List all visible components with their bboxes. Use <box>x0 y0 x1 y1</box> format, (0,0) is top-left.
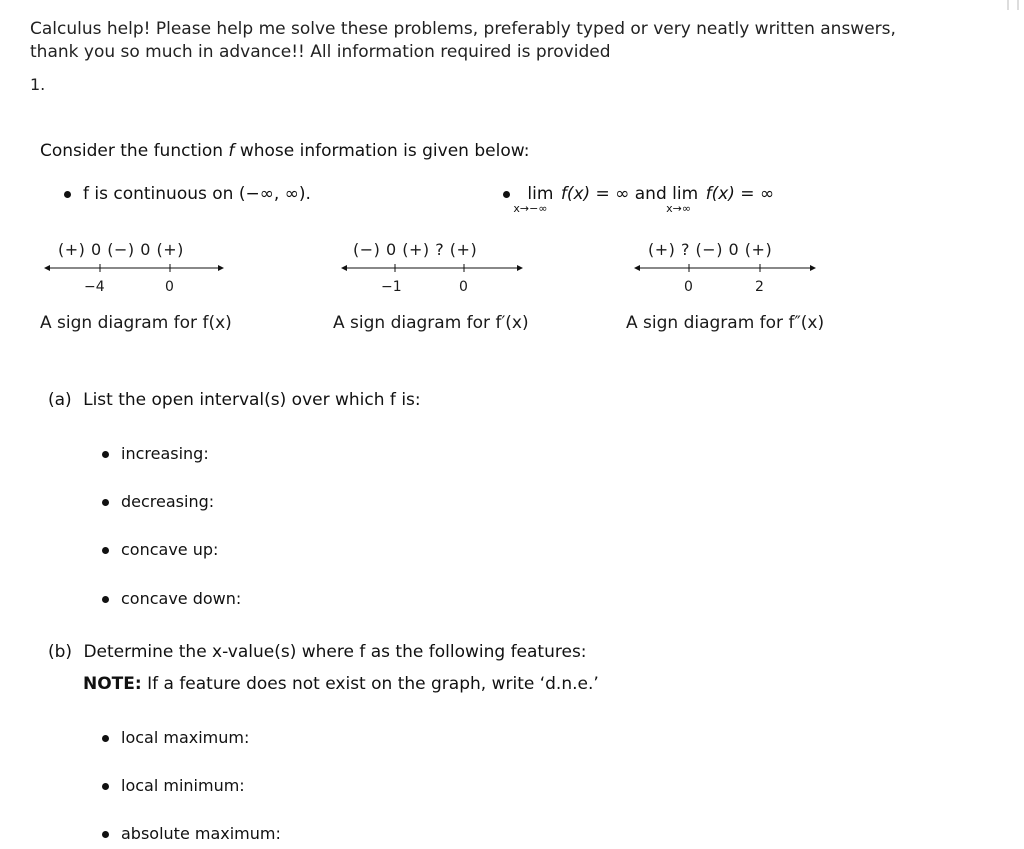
item-label: decreasing: <box>121 492 215 511</box>
item-label: absolute maximum: <box>121 824 281 843</box>
caption-f: A sign diagram for f(x) <box>40 313 232 333</box>
part-a-item <box>102 589 241 608</box>
note-text: If a feature does not exist on the graph, write ‘d.n.e.’ <box>147 674 599 694</box>
bullet-icon <box>64 191 71 198</box>
limit-and: and <box>634 184 667 204</box>
tick-label: −4 <box>84 279 105 295</box>
bullet-icon <box>102 783 109 790</box>
limit-1 <box>513 184 554 215</box>
part-a-prompt: List the open interval(s) over which f is: <box>83 390 421 410</box>
intro-var: f <box>228 141 235 161</box>
limit-2-sub: x→∞ <box>666 202 692 215</box>
tick-label: 0 <box>684 279 693 295</box>
part-b-heading <box>48 642 587 662</box>
sign-labels-f-double-prime: (+) ? (−) 0 (+) <box>648 240 773 259</box>
bullet-icon <box>102 596 109 603</box>
item-label: increasing: <box>121 444 209 463</box>
intro-prefix: Consider the function <box>40 141 224 161</box>
item-label: concave down: <box>121 589 242 608</box>
number-line-f-double-prime <box>626 258 836 278</box>
part-b-item <box>102 824 281 843</box>
number-line-f-prime <box>333 258 533 278</box>
question-number: 1. <box>30 75 46 94</box>
sign-diagram-f-prime <box>333 238 533 338</box>
part-b-item <box>102 728 249 747</box>
corner-icon <box>1000 0 1024 12</box>
continuity-bullet <box>64 184 311 204</box>
problem-intro <box>40 141 529 161</box>
part-a-label: (a) <box>48 390 72 410</box>
note-label: NOTE: <box>83 674 142 694</box>
part-b-item <box>102 776 245 795</box>
part-a-heading <box>48 390 421 410</box>
sign-labels-f-prime: (−) 0 (+) ? (+) <box>353 240 478 259</box>
sign-labels-f: (+) 0 (−) 0 (+) <box>58 240 184 259</box>
limits-bullet <box>503 184 775 215</box>
caption-f-double-prime: A sign diagram for f″(x) <box>626 313 825 333</box>
part-b-label: (b) <box>48 642 73 662</box>
limit-2-expr: f(x) = ∞ <box>705 184 775 204</box>
bullet-icon <box>102 499 109 506</box>
part-a-item <box>102 444 209 463</box>
bullet-icon <box>102 451 109 458</box>
part-b-prompt: Determine the x-value(s) where f as the following features: <box>83 642 587 662</box>
sign-diagram-f <box>40 238 240 338</box>
caption-f-prime: A sign diagram for f′(x) <box>333 313 529 333</box>
limit-1-expr: f(x) = ∞ <box>560 184 630 204</box>
part-a-item <box>102 540 218 559</box>
tick-label: 0 <box>459 279 468 295</box>
limit-2-lim: lim <box>672 184 699 204</box>
tick-label: 0 <box>165 279 174 295</box>
part-a-item <box>102 492 214 511</box>
item-label: concave up: <box>121 540 219 559</box>
item-label: local minimum: <box>121 776 245 795</box>
tick-label: −1 <box>381 279 402 295</box>
bullet-icon <box>503 191 510 198</box>
post-text: Calculus help! Please help me solve these problems, preferably typed or very neatly written answers, thank you so much in advance!! All information required is provided <box>30 19 896 62</box>
bullet-icon <box>102 735 109 742</box>
number-line-f <box>40 258 240 278</box>
limit-2 <box>666 184 699 215</box>
note <box>83 674 599 694</box>
bullet-icon <box>102 547 109 554</box>
continuity-text: f is continuous on (−∞, ∞). <box>83 184 311 204</box>
limit-1-lim: lim <box>527 184 554 204</box>
bullet-icon <box>102 831 109 838</box>
limit-1-sub: x→−∞ <box>513 202 548 215</box>
sign-diagram-f-double-prime <box>626 238 836 338</box>
tick-label: 2 <box>755 279 764 295</box>
item-label: local maximum: <box>121 728 250 747</box>
intro-suffix: whose information is given below: <box>239 141 530 161</box>
